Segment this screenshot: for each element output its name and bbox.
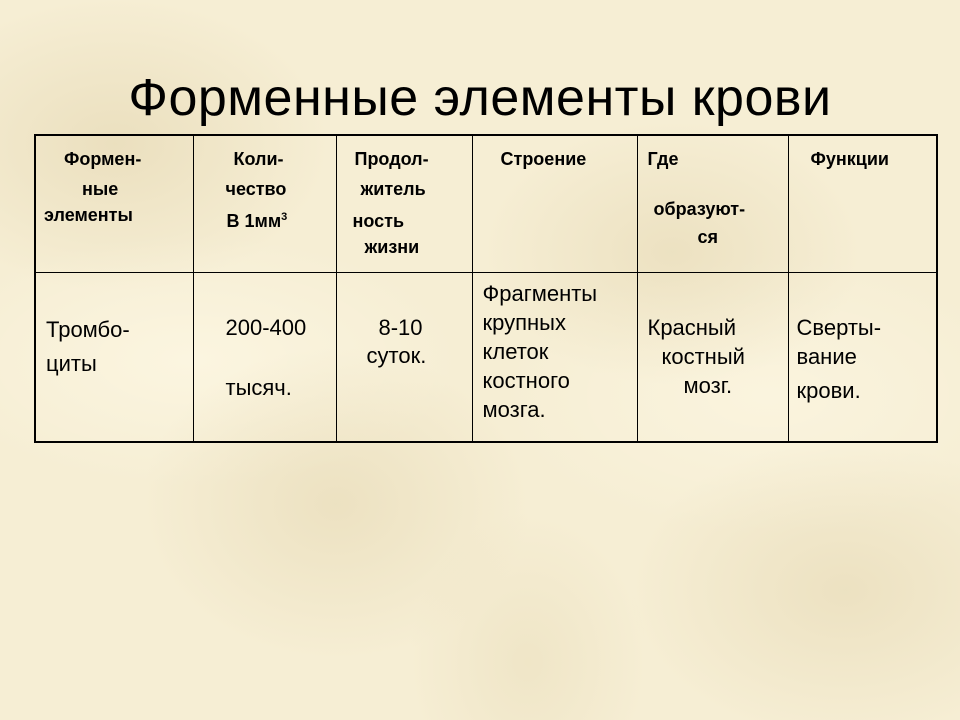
header-functions: Функции [788, 135, 937, 273]
cell-structure: Фрагменты крупных клеток костного мозга. [472, 273, 637, 443]
slide-title: Форменные элементы крови [128, 69, 832, 127]
header-formed-elements: Формен- ные элементы [35, 135, 193, 273]
table-header-row [35, 135, 937, 273]
cell-lifespan: 8-10 суток. [336, 273, 472, 443]
header-where-formed: Где образуют- ся [637, 135, 788, 273]
quantity-unit: В 1мм [226, 211, 282, 231]
header-structure: Строение [472, 135, 637, 273]
quantity-unit-superscript: 3 [281, 211, 288, 223]
table-row [35, 273, 937, 443]
cell-element: Тромбо- циты [35, 273, 193, 443]
cell-where-formed: Красный костный мозг. [637, 273, 788, 443]
header-quantity: Коли- чество В $1мм^3$ [193, 135, 336, 273]
cell-quantity: 200-400 тысяч. [193, 273, 336, 443]
blood-elements-table [34, 134, 938, 443]
header-lifespan: Продол- житель ность жизни [336, 135, 472, 273]
cell-functions: Сверты- вание крови. [788, 273, 937, 443]
